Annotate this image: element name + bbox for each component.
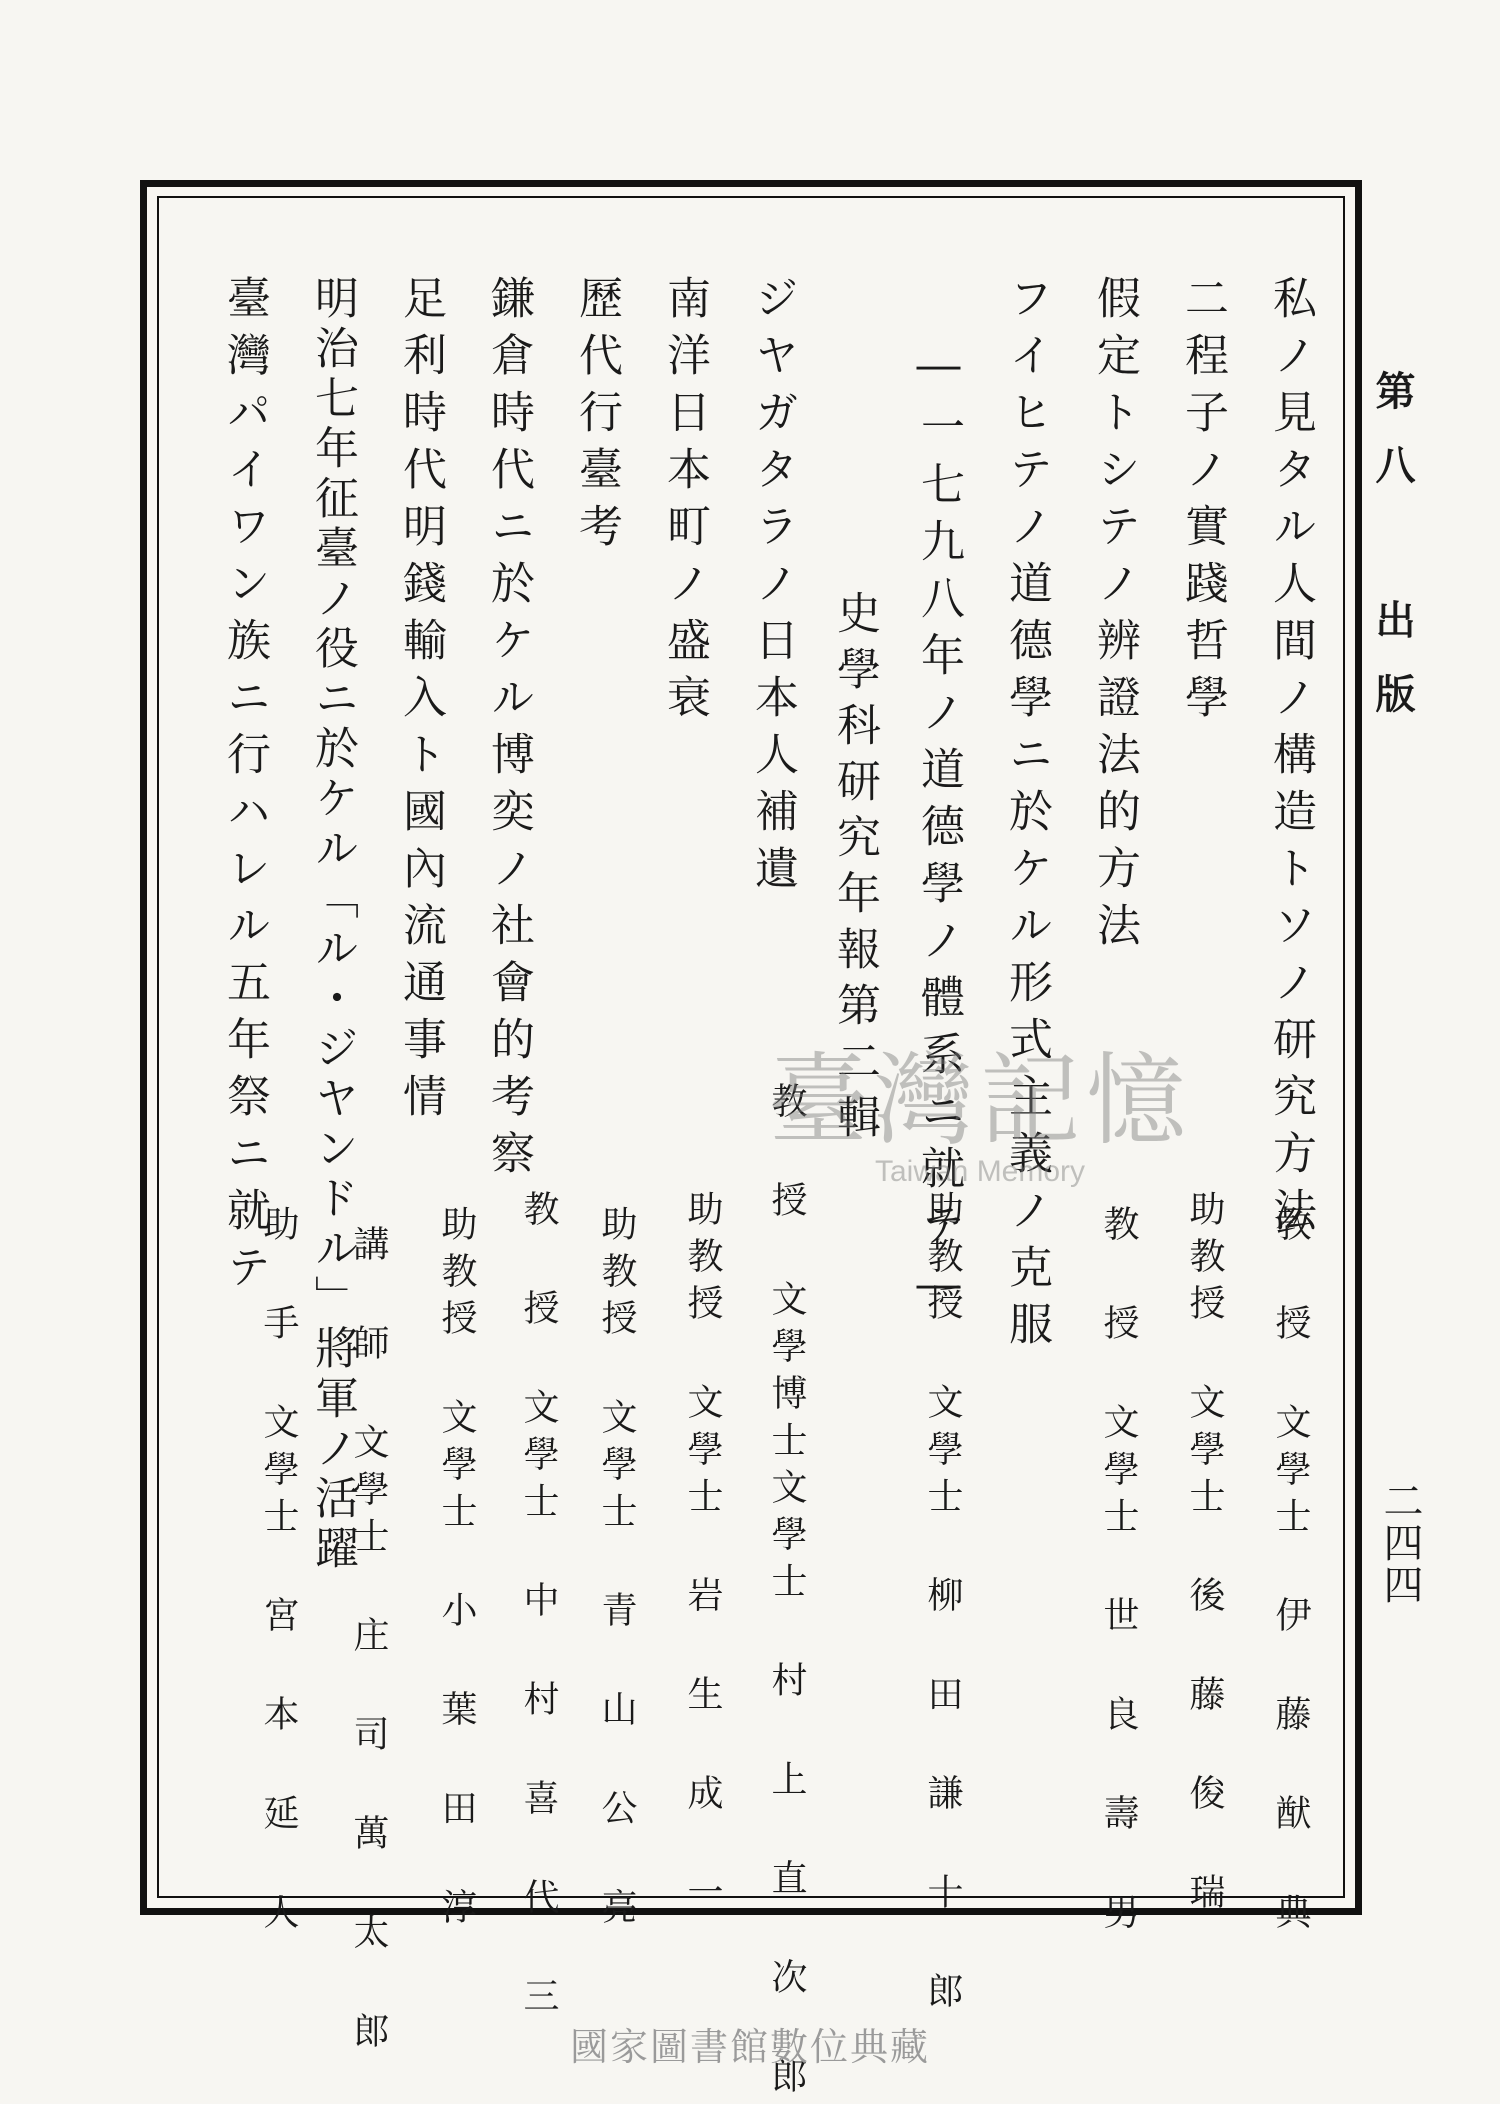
footer-attribution: 國家圖書館數位典藏 <box>569 2025 930 2069</box>
entry-title: 私ノ見タル人間ノ構造トソノ研究方法 <box>1265 275 1316 1244</box>
entry-title: フイヒテノ道德學ニ於ケル形式主義ノ克服 <box>1001 275 1052 1358</box>
page-number: 二四四 <box>1377 1480 1423 1606</box>
entry-author: 教 授 文學士 世 良 壽 男 <box>1098 1205 1139 1940</box>
entry-title: 南洋日本町ノ盛衰 <box>659 275 710 731</box>
entry-author: 助 手 文學士 宮 本 延 人 <box>258 1205 299 1940</box>
entry-title: 臺灣パイワン族ニ行ハレル五年祭ニ就テ <box>219 275 270 1301</box>
entry-title: 歷代行臺考 <box>571 275 622 560</box>
watermark-english: Taiwan Memory <box>874 1155 1086 1188</box>
entry-author: 助教授 文學士 青 山 公 亮 <box>596 1205 637 1935</box>
entry-title: ジヤガタラノ日本人補遺 <box>747 275 798 902</box>
entry-author: 教 授 文學士 中 村 喜 代 三 <box>518 1190 559 2024</box>
entry-author: 助教授 文學士 小 葉 田 淳 <box>436 1205 477 1935</box>
entry-subtitle: ―一七九八年ノ道德學ノ體系ニ就テ― <box>913 340 964 1323</box>
entry-title: 明治七年征臺ノ役ニ於ケル「ル・ジヤンドル」將軍ノ活躍 <box>307 275 358 1575</box>
watermark-logo <box>745 1042 1215 1189</box>
entry-author: 教 授 文學博士文學士 村 上 直 次 郎 <box>766 1082 807 2104</box>
watermark-chinese: 臺灣記憶 <box>768 1042 1192 1159</box>
entry-title: 假定トシテノ辨證法的方法 <box>1089 275 1140 959</box>
entry-author: 助教授 文學士 柳 田 謙 十 郎 <box>922 1190 963 2019</box>
entry-author: 講 師 文學士 庄 司 萬 太 郎 <box>348 1225 389 2059</box>
entry-title: 鎌倉時代ニ於ケル博奕ノ社會的考察 <box>483 275 534 1187</box>
entry-title: 二程子ノ實踐哲學 <box>1177 275 1228 731</box>
entry-author: 教 授 文學士 伊 藤 猷 典 <box>1270 1205 1311 1940</box>
side-header: 第八 出版 <box>1369 370 1416 747</box>
series-header: 史學科研究年報第二輯 <box>829 590 880 1150</box>
entry-author: 助教授 文學士 後 藤 俊 瑞 <box>1184 1190 1225 1920</box>
entry-author: 助教授 文學士 岩 生 成 一 <box>682 1190 723 1920</box>
entry-title: 足利時代明錢輸入ト國內流通事情 <box>395 275 446 1130</box>
